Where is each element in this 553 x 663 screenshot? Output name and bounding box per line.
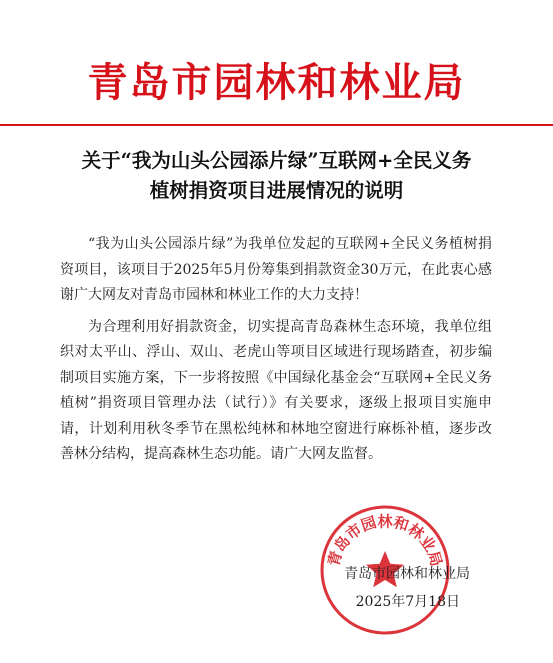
document-title	[30, 146, 523, 206]
header-red-rule	[0, 124, 553, 126]
signature-issuer: 青岛市园林和林业局	[344, 566, 470, 582]
body-paragraph-1: “我为山头公园添片绿”为我单位发起的互联网+全民义务植树捐资项目，该项目于2025年5月份筹集到捐款资金30万元，在此衷心感谢广大网友对青岛市园林和林业工作的大力支持！	[60, 236, 492, 303]
seal-text: 青岛市园林和林业局	[324, 512, 446, 569]
document-title-line-2: 植树捐资项目进展情况的说明	[149, 179, 404, 202]
document-title-line-1: 关于“我为山头公园添片绿”互联网+全民义务	[81, 149, 472, 172]
org-header-title: 青岛市园林和林业局	[87, 59, 466, 106]
document-body	[60, 232, 492, 468]
signature-date: 2025年7月18日	[355, 594, 460, 610]
body-paragraph-2: 为合理利用好捐款资金，切实提高青岛森林生态环境，我单位组织对太平山、浮山、双山、老虎山等项目区域进行现场踏查，初步编制项目实施方案，下一步将按照《中国绿化基金会“互联网+全民义务植树”捐资项目管理办法（试行）》有关要求，逐级上报项目实施申请，计划利用秋冬季节在黑松纯林和林地空窗进行麻栎补植，逐步改善林分结构，提高森林生态功能。请广大网友监督。	[60, 318, 492, 462]
